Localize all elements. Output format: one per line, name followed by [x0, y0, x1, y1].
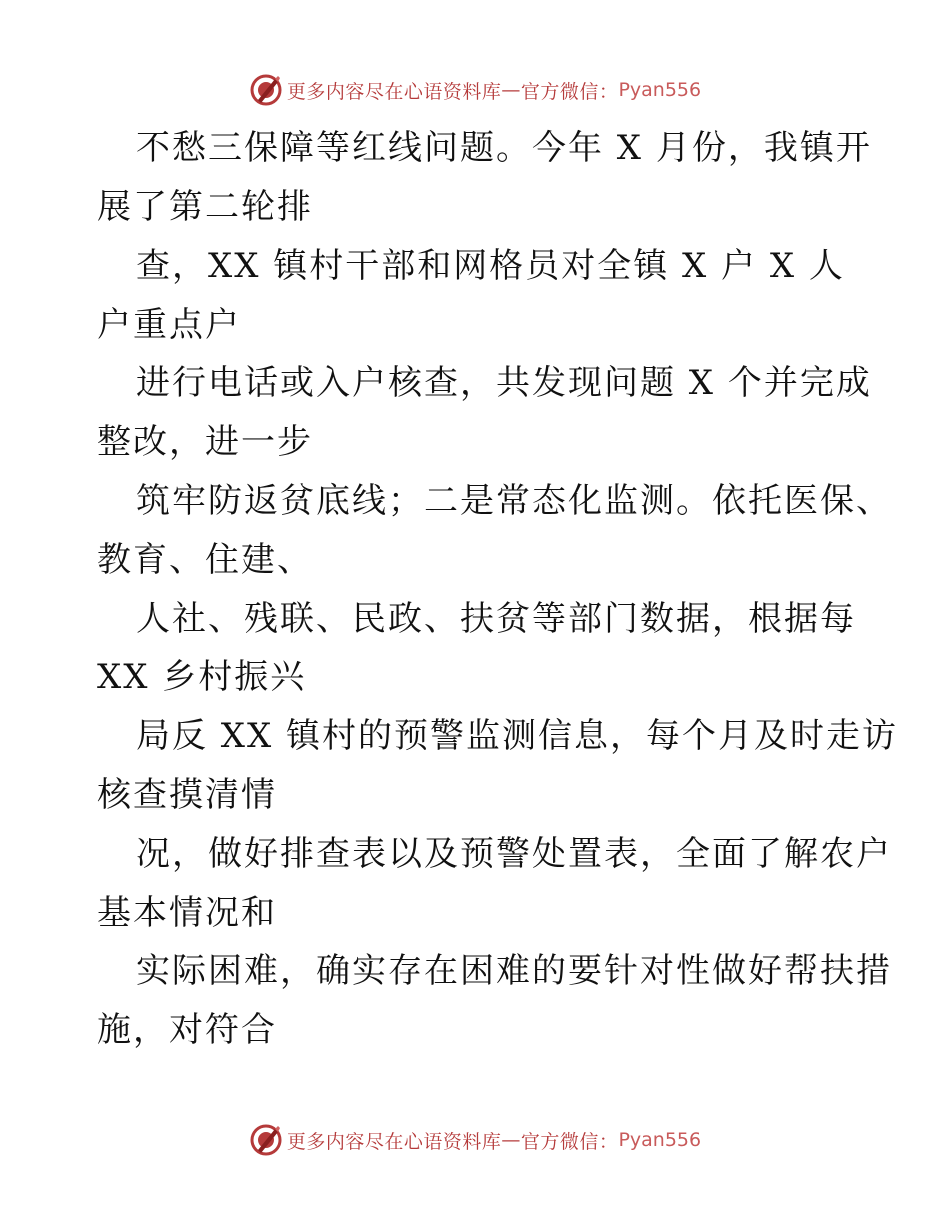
body-line: 户重点户 [97, 305, 241, 345]
body-line: 核查摸清情 [97, 775, 277, 815]
body-line: 施，对符合 [97, 1010, 277, 1050]
body-line: 展了第二轮排 [97, 187, 313, 227]
header-wechat-label: 官方微信： [520, 80, 619, 103]
body-line: 人社、残联、民政、扶贫等部门数据，根据每 [136, 599, 856, 639]
body-line: 实际困难，确实存在困难的要针对性做好帮扶措 [136, 951, 892, 991]
header-dash: — [501, 79, 521, 101]
body-line: 况，做好排查表以及预警处置表，全面了解农户 [136, 834, 892, 874]
body-line: 局反 XX 镇村的预警监测信息，每个月及时走访 [136, 716, 899, 756]
footer-wechat-label: 官方微信： [520, 1130, 619, 1153]
header-title: 更多内容尽在心语资料库 [286, 80, 502, 103]
body-line: 不愁三保障等红线问题。今年 X 月份，我镇开 [136, 128, 872, 168]
pen-logo-icon [249, 1123, 283, 1157]
body-line: 筑牢防返贫底线；二是常态化监测。依托医保、 [136, 481, 892, 521]
footer-wechat-id: Pyan556 [618, 1129, 702, 1151]
body-line: 整改，进一步 [97, 422, 313, 462]
footer-dash: — [501, 1129, 521, 1151]
footer-title: 更多内容尽在心语资料库 [286, 1130, 502, 1153]
body-line: XX 乡村振兴 [97, 657, 307, 697]
footer-banner [0, 1120, 950, 1160]
header-wechat-id: Pyan556 [618, 79, 702, 101]
body-line: 基本情况和 [97, 893, 277, 933]
body-line: 进行电话或入户核查，共发现问题 X 个并完成 [136, 363, 872, 403]
body-line: 教育、住建、 [97, 540, 313, 580]
body-line: 查，XX 镇村干部和网格员对全镇 X 户 X 人 [136, 246, 845, 286]
